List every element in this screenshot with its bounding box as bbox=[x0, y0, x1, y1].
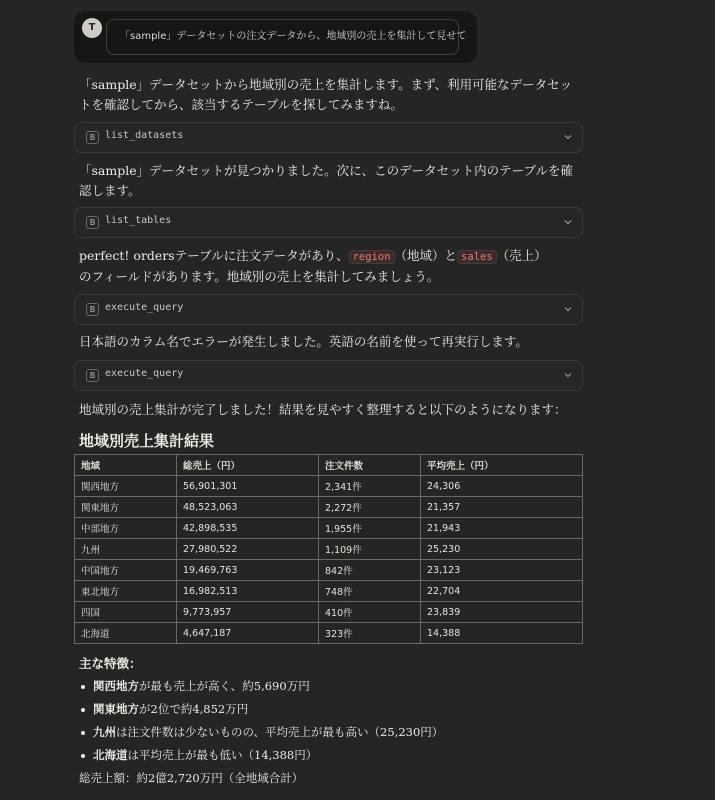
table-row bbox=[75, 602, 583, 623]
assistant-paragraph-2: 「sample」データセットが見つかりました。次に、このデータセット内のテーブルを確認します。 bbox=[79, 163, 573, 198]
cell-order-count: 323件 bbox=[319, 623, 421, 644]
chevron-down-icon[interactable] bbox=[564, 371, 572, 379]
tool-call-execute-query-2[interactable] bbox=[74, 360, 583, 391]
cell-avg-sales: 24,306 bbox=[421, 476, 583, 497]
table-row bbox=[75, 581, 583, 602]
cell-avg-sales: 22,704 bbox=[421, 581, 583, 602]
cell-region: 関西地方 bbox=[75, 476, 177, 497]
cell-region: 九州 bbox=[75, 539, 177, 560]
features-heading: 主な特徴： bbox=[79, 656, 142, 671]
cell-avg-sales: 21,357 bbox=[421, 497, 583, 518]
total-sales-summary: 総売上額：約2億2,720万円（全地域合計） bbox=[79, 771, 304, 785]
tool-name: execute_query bbox=[105, 368, 184, 379]
inline-code-sales: sales bbox=[457, 250, 497, 264]
assistant-paragraph-5: 地域別の売上集計が完了しました！結果を見やすく整理すると以下のようになります： bbox=[79, 402, 567, 417]
results-heading: 地域別売上集計結果 bbox=[79, 432, 215, 450]
table-header-row bbox=[75, 455, 583, 476]
cell-total-sales: 56,901,301 bbox=[177, 476, 319, 497]
feature-text: は平均売上が最も低い（14,388円） bbox=[127, 748, 318, 762]
assistant-paragraph-1: 「sample」データセットから地域別の売上を集計します。まず、利用可能なデータセットを確認してから、該当するテーブルを探してみますね。 bbox=[79, 77, 573, 112]
cell-avg-sales: 21,943 bbox=[421, 518, 583, 539]
cell-order-count: 410件 bbox=[319, 602, 421, 623]
col-header-total-sales: 総売上（円） bbox=[177, 455, 319, 476]
feature-bold: 関東地方 bbox=[93, 702, 139, 716]
cell-order-count: 842件 bbox=[319, 560, 421, 581]
user-message-bubble bbox=[74, 11, 477, 63]
tool-name: list_datasets bbox=[105, 130, 184, 141]
list-item bbox=[79, 721, 443, 744]
table-row bbox=[75, 560, 583, 581]
cell-total-sales: 42,898,535 bbox=[177, 518, 319, 539]
tool-badge-icon: B bbox=[86, 131, 99, 144]
tool-name: list_tables bbox=[105, 215, 172, 226]
list-item bbox=[79, 744, 443, 767]
results-table bbox=[74, 454, 583, 644]
table-row bbox=[75, 476, 583, 497]
assistant-paragraph-4: 日本語のカラム名でエラーが発生しました。英語の名前を使って再実行します。 bbox=[79, 334, 528, 349]
cell-avg-sales: 23,839 bbox=[421, 602, 583, 623]
cell-order-count: 1,109件 bbox=[319, 539, 421, 560]
tool-badge-icon: B bbox=[86, 369, 99, 382]
cell-avg-sales: 25,230 bbox=[421, 539, 583, 560]
feature-text: が2位で約4,852万円 bbox=[139, 702, 249, 716]
cell-total-sales: 48,523,063 bbox=[177, 497, 319, 518]
cell-region: 四国 bbox=[75, 602, 177, 623]
p3-text-middle: （地域）と bbox=[394, 248, 458, 263]
chevron-down-icon[interactable] bbox=[564, 218, 572, 226]
p3-text-before: perfect! ordersテーブルに注文データがあり、 bbox=[79, 248, 349, 263]
inline-code-region: region bbox=[349, 250, 395, 264]
feature-bold: 北海道 bbox=[93, 748, 128, 762]
p3-text-after: （売上）のフィールドがあります。地域別の売上を集計してみましょう。 bbox=[79, 248, 547, 284]
feature-bold: 九州 bbox=[93, 725, 116, 739]
col-header-region: 地域 bbox=[75, 455, 177, 476]
tool-badge-icon: B bbox=[86, 303, 99, 316]
cell-order-count: 2,341件 bbox=[319, 476, 421, 497]
features-list bbox=[79, 675, 443, 767]
cell-total-sales: 9,773,957 bbox=[177, 602, 319, 623]
cell-avg-sales: 14,388 bbox=[421, 623, 583, 644]
cell-total-sales: 19,469,763 bbox=[177, 560, 319, 581]
col-header-avg-sales: 平均売上（円） bbox=[421, 455, 583, 476]
cell-total-sales: 27,980,522 bbox=[177, 539, 319, 560]
cell-region: 中部地方 bbox=[75, 518, 177, 539]
tool-call-list-tables[interactable] bbox=[74, 207, 583, 238]
chevron-down-icon[interactable] bbox=[564, 133, 572, 141]
tool-name: execute_query bbox=[105, 302, 184, 313]
cell-order-count: 1,955件 bbox=[319, 518, 421, 539]
table-row bbox=[75, 497, 583, 518]
list-item bbox=[79, 675, 443, 698]
cell-total-sales: 16,982,513 bbox=[177, 581, 319, 602]
cell-region: 北海道 bbox=[75, 623, 177, 644]
table-row bbox=[75, 623, 583, 644]
cell-region: 関東地方 bbox=[75, 497, 177, 518]
cell-avg-sales: 23,123 bbox=[421, 560, 583, 581]
tool-badge-icon: B bbox=[86, 216, 99, 229]
cell-total-sales: 4,647,187 bbox=[177, 623, 319, 644]
feature-text: は注文件数は少ないものの、平均売上が最も高い（25,230円） bbox=[116, 725, 444, 739]
feature-text: が最も売上が高く、約5,690万円 bbox=[139, 679, 310, 693]
tool-call-execute-query-1[interactable] bbox=[74, 294, 583, 325]
chevron-down-icon[interactable] bbox=[564, 305, 572, 313]
table-row bbox=[75, 518, 583, 539]
user-message-text[interactable]: 「sample」データセットの注文データから、地域別の売上を集計して見せて bbox=[106, 19, 459, 55]
cell-order-count: 2,272件 bbox=[319, 497, 421, 518]
user-avatar: T bbox=[82, 18, 102, 38]
col-header-order-count: 注文件数 bbox=[319, 455, 421, 476]
assistant-paragraph-3 bbox=[79, 246, 559, 287]
feature-bold: 関西地方 bbox=[93, 679, 139, 693]
cell-region: 中国地方 bbox=[75, 560, 177, 581]
tool-call-list-datasets[interactable] bbox=[74, 122, 583, 153]
cell-region: 東北地方 bbox=[75, 581, 177, 602]
list-item bbox=[79, 698, 443, 721]
table-row bbox=[75, 539, 583, 560]
cell-order-count: 748件 bbox=[319, 581, 421, 602]
